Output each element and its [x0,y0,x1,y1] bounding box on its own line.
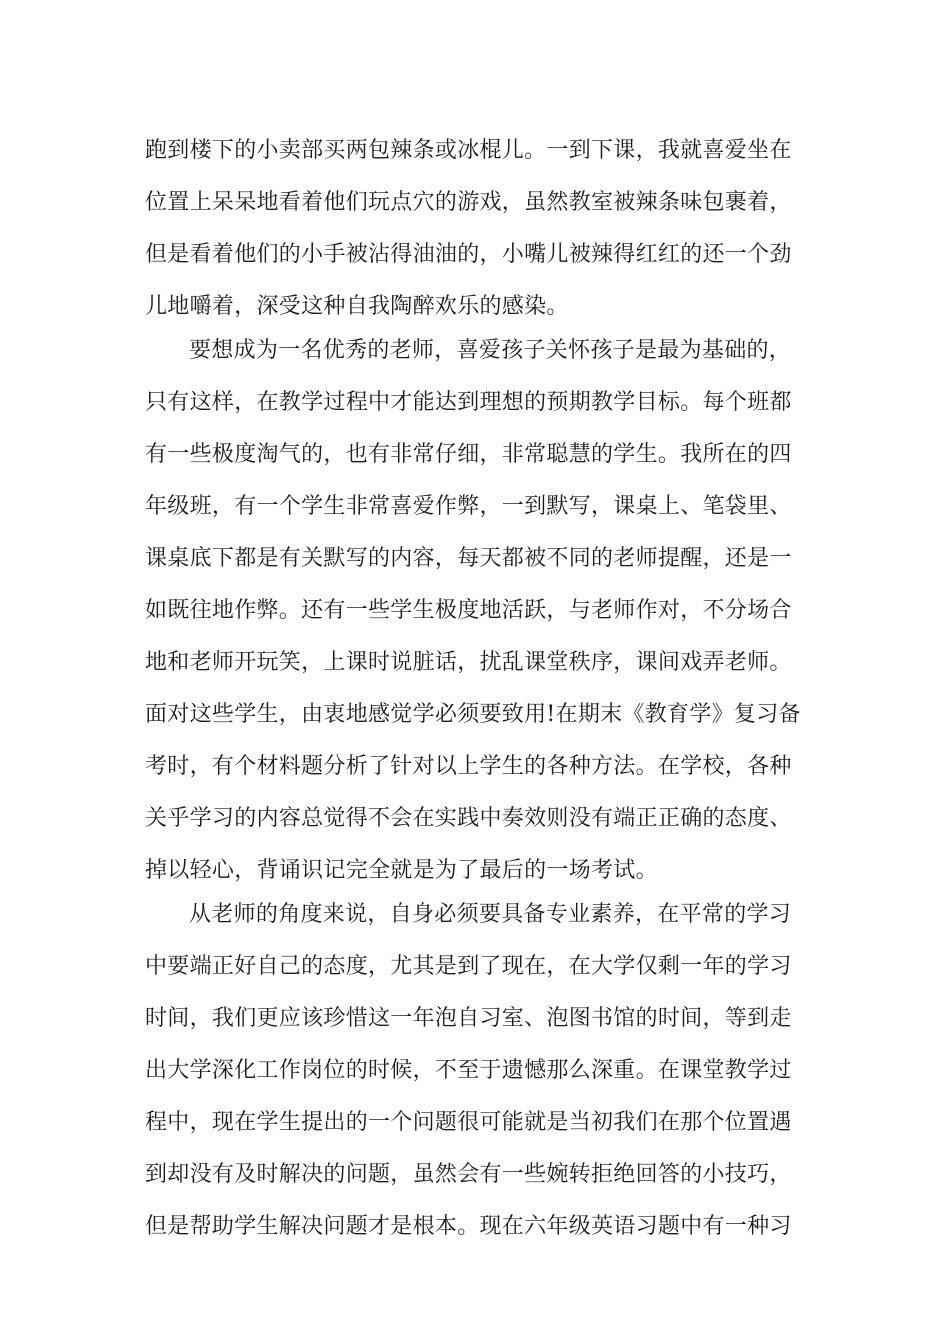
text-line: 但是看着他们的小手被沾得油油的，小嘴儿被辣得红红的还一个劲 [145,242,792,267]
text-line: 考时，有个材料题分析了针对以上学生的各种方法。在学校，各种 [145,754,792,779]
text-line: 有一些极度淘气的，也有非常仔细，非常聪慧的学生。我所在的四 [145,442,792,467]
text-line: 但是帮助学生解决问题才是根本。现在六年级英语习题中有一种习 [145,1214,792,1239]
text-line: 关乎学习的内容总觉得不会在实践中奏效则没有端正正确的态度、 [145,806,792,831]
paragraph-first-line: 要想成为一名优秀的老师，喜爱孩子关怀孩子是最为基础的， [189,338,792,363]
text-line: 位置上呆呆地看着他们玩点穴的游戏，虽然教室被辣条味包裹着， [145,190,792,215]
text-line: 课桌底下都是有关默写的内容，每天都被不同的老师提醒，还是一 [145,546,792,571]
text-line: 到却没有及时解决的问题，虽然会有一些婉转拒绝回答的小技巧， [145,1162,792,1187]
text-line: 掉以轻心，背诵识记完全就是为了最后的一场考试。 [145,858,658,883]
text-line: 儿地嚼着，深受这种自我陶醉欢乐的感染。 [145,294,569,319]
text-line: 面对这些学生，由衷地感觉学必须要致用!在期末《教育学》复习备 [145,702,801,727]
text-line: 出大学深化工作岗位的时候，不至于遗憾那么深重。在课堂教学过 [145,1058,792,1083]
text-line: 只有这样，在教学过程中才能达到理想的预期教学目标。每个班都 [145,390,792,415]
text-line: 地和老师开玩笑，上课时说脏话，扰乱课堂秩序，课间戏弄老师。 [145,650,792,675]
text-line: 中要端正好自己的态度，尤其是到了现在，在大学仅剩一年的学习 [145,954,792,979]
paragraph-first-line: 从老师的角度来说，自身必须要具备专业素养，在平常的学习 [189,902,792,927]
text-line: 程中，现在学生提出的一个问题很可能就是当初我们在那个位置遇 [145,1110,792,1135]
text-line: 时间，我们更应该珍惜这一年泡自习室、泡图书馆的时间，等到走 [145,1006,792,1031]
text-line: 跑到楼下的小卖部买两包辣条或冰棍儿。一到下课，我就喜爱坐在 [145,138,792,163]
text-line: 如既往地作弊。还有一些学生极度地活跃，与老师作对，不分场合 [145,598,792,623]
text-line: 年级班，有一个学生非常喜爱作弊，一到默写，课桌上、笔袋里、 [145,494,792,519]
